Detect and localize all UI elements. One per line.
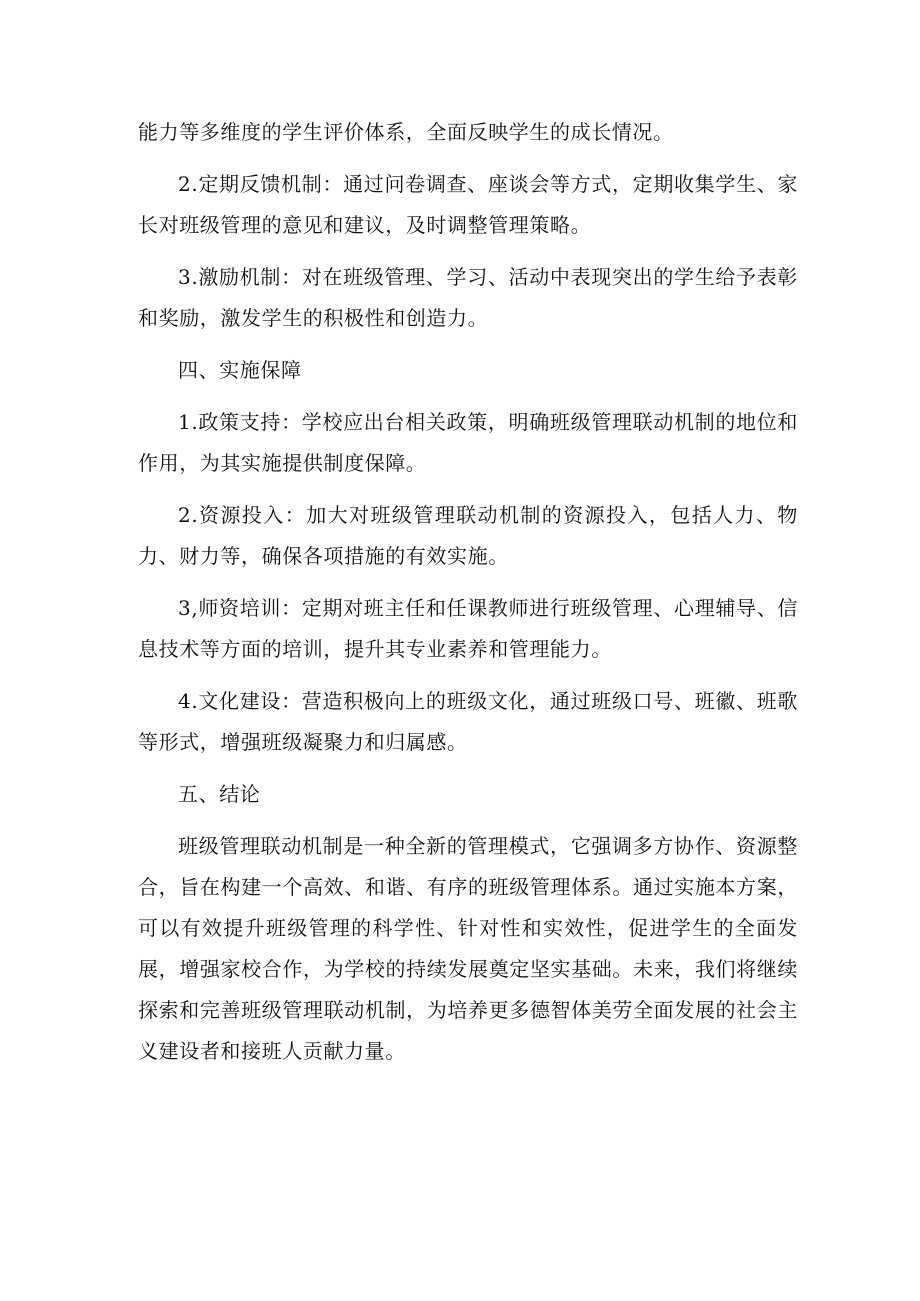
paragraph-teacher-training: 3,师资培训：定期对班主任和任课教师进行班级管理、心理辅导、信息技术等方面的培训，提升其专业素养和管理能力。 [138,596,798,661]
paragraph-incentive-mechanism: 3.激励机制：对在班级管理、学习、活动中表现突出的学生给予表彰和奖励，激发学生的积极性和创造力。 [138,265,798,330]
paragraph-feedback-mechanism: 2.定期反馈机制：通过问卷调查、座谈会等方式，定期收集学生、家长对班级管理的意见和建议，及时调整管理策略。 [138,172,798,237]
paragraph-continuation: 能力等多维度的学生评价体系，全面反映学生的成长情况。 [138,120,674,144]
paragraph-conclusion-body: 班级管理联动机制是一种全新的管理模式，它强调多方协作、资源整合，旨在构建一个高效、和谐、有序的班级管理体系。通过实施本方案，可以有效提升班级管理的科学性、针对性和实效性，促进学生的全面发展，增强家校合作，为学校的持续发展奠定坚实基础。未来，我们将继续探索和完善班级管理联动机制，为培养更多德智体美劳全面发展的社会主义建设者和接班人贡献力量。 [138,834,798,1063]
paragraph-policy-support: 1.政策支持：学校应出台相关政策，明确班级管理联动机制的地位和作用，为其实施提供制度保障。 [138,410,798,475]
section-heading-conclusion: 五、结论 [178,782,261,806]
section-heading-implementation: 四、实施保障 [178,358,302,382]
paragraph-resource-input: 2.资源投入：加大对班级管理联动机制的资源投入，包括人力、物力、财力等，确保各项措施的有效实施。 [138,503,798,568]
paragraph-culture-building: 4.文化建设：营造积极向上的班级文化，通过班级口号、班徽、班歌等形式，增强班级凝聚力和归属感。 [138,689,798,754]
document-body [138,112,798,1083]
